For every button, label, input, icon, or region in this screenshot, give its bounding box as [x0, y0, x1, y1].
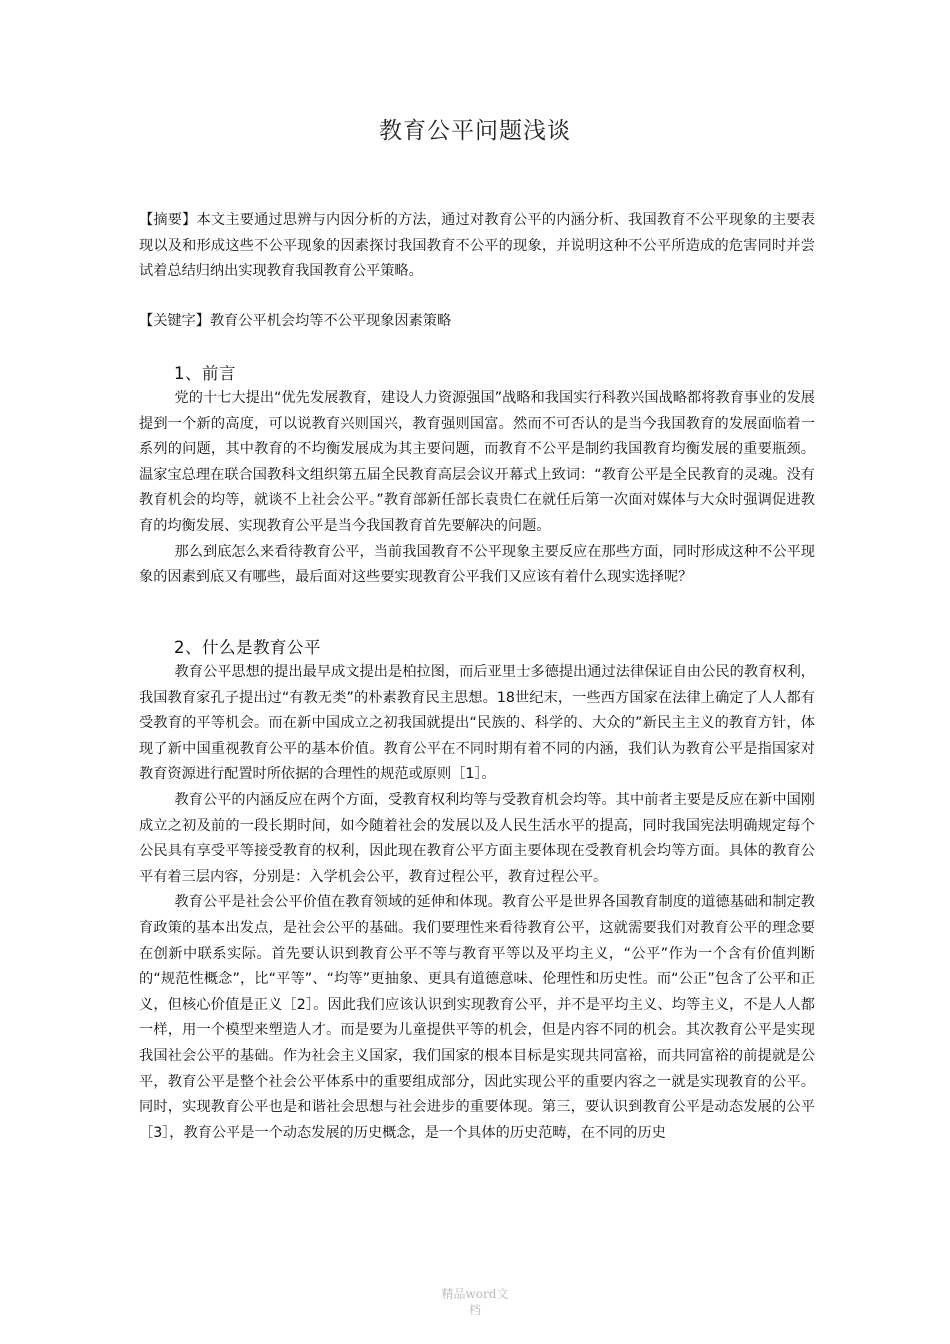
footer-watermark: [0, 1286, 950, 1318]
keywords-paragraph: 【关键字】教育公平机会均等不公平现象因素策略: [139, 313, 452, 329]
footer-line: 精品word文: [441, 1287, 509, 1301]
section-heading-introduction: 1、前言: [174, 364, 236, 383]
body-paragraph: 教育公平是社会公平价值在教育领域的延伸和体现。教育公平是世界各国教育制度的道德基础和制定教育政策的基本出发点，是社会公平的基础。我们要理性来看待教育公平，这就需要我们对教育公平的理念要在创新中联系实际。首先要认识到教育公平不等与教育平等以及平均主义，“公平”作为一个含有价值判断的“规范性概念”，比“平等”、“均等”更抽象、更具有道德意味、伦理性和历史性。而“公正”包含了公平和正义，但核心价值是正义［2］。因此我们应该认识到实现教育公平，并不是平均主义、均等主义，不是人人都一样，用一个模型来塑造人才。而是要为儿童提供平等的机会，但是内容不同的机会。其次教育公平是实现我国社会公平的基础。作为社会主义国家，我们国家的根本目标是实现共同富裕，而共同富裕的前提就是公平，教育公平是整个社会公平体系中的重要组成部分，因此实现公平的重要内容之一就是实现教育的公平。同时，实现教育公平也是和谐社会思想与社会进步的重要体现。第三，要认识到教育公平是动态发展的公平［3］，教育公平是一个动态发展的历史概念，是一个具体的历史范畴，在不同的历史: [139, 894, 815, 1141]
section-heading-what-is-education-equity: 2、什么是教育公平: [174, 638, 321, 657]
section-body-introduction: [139, 386, 815, 591]
body-paragraph: 教育公平思想的提出最早成文提出是柏拉图，而后亚里士多德提出通过法律保证自由公民的教育权利，我国教育家孔子提出过“有教无类”的朴素教育民主思想。18世纪末，一些西方国家在法律上确定了人人都有受教育的平等机会。而在新中国成立之初我国就提出“民族的、科学的、大众的”新民主主义的教育方针，体现了新中国重视教育公平的基本价值。教育公平在不同时期有着不同的内涵，我们认为教育公平是指国家对教育资源进行配置时所依据的合理性的规范或原则［1］。: [139, 664, 815, 783]
footer-line: 档: [468, 1303, 481, 1317]
section-body-what-is-education-equity: [139, 660, 815, 1146]
body-paragraph: 党的十七大提出“优先发展教育，建设人力资源强国”战略和我国实行科教兴国战略都将教育事业的发展提到一个新的高度，可以说教育兴则国兴，教育强则国富。然而不可否认的是当今我国教育的发展面临着一系列的问题，其中教育的不均衡发展成为其主要问题，而教育不公平是制约我国教育均衡发展的重要瓶颈。温家宝总理在联合国教科文组织第五届全民教育高层会议开幕式上致词：“教育公平是全民教育的灵魂。没有教育机会的均等，就谈不上社会公平。”教育部新任部长袁贵仁在就任后第一次面对媒体与大众时强调促进教育的均衡发展、实现教育公平是当今我国教育首先要解决的问题。: [139, 390, 815, 534]
body-paragraph: 那么到底怎么来看待教育公平，当前我国教育不公平现象主要反应在那些方面，同时形成这种不公平现象的因素到底又有哪些，最后面对这些要实现教育公平我们又应该有着什么现实选择呢？: [139, 543, 815, 586]
abstract-paragraph: 【摘要】本文主要通过思辨与内因分析的方法，通过对教育公平的内涵分析、我国教育不公平现象的主要表现以及和形成这些不公平现象的因素探讨我国教育不公平的现象，并说明这种不公平所造成的危害同时并尝试着总结归纳出实现教育我国教育公平策略。: [139, 212, 815, 280]
page-title: 教育公平问题浅谈: [379, 118, 571, 144]
body-paragraph: 教育公平的内涵反应在两个方面，受教育权利均等与受教育机会均等。其中前者主要是反应在新中国刚成立之初及前的一段长期时间，如今随着社会的发展以及人民生活水平的提高，同时我国宪法明确规定每个公民具有享受平等接受教育的权利，因此现在教育公平方面主要体现在受教育机会均等方面。具体的教育公平有着三层内容，分别是：入学机会公平，教育过程公平，教育过程公平。: [139, 791, 815, 885]
